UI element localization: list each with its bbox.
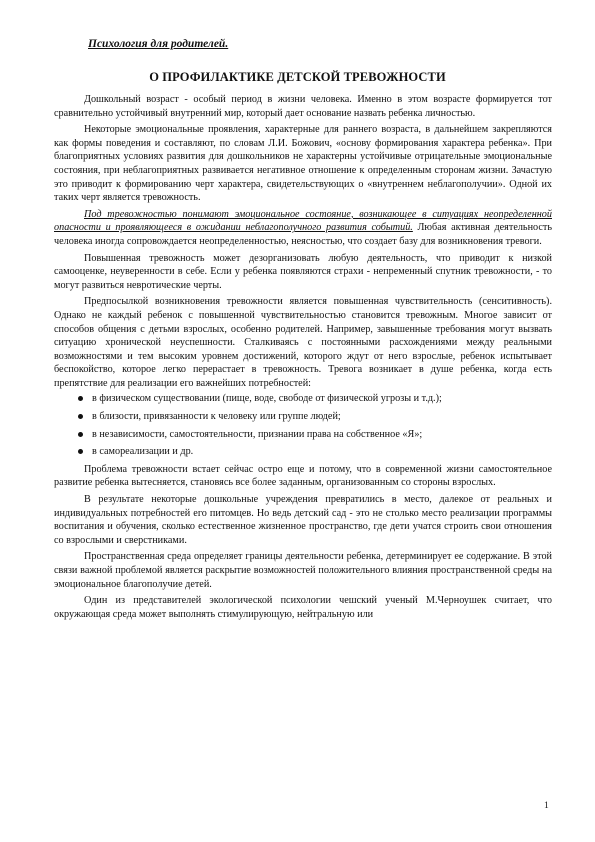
bullet-dot-icon <box>78 432 83 437</box>
paragraph-spatial-environment: Пространственная среда определяет границы деятельности ребенка, детерминирует ее содержание. В этой связи важной проблемой является раскрытие возможностей положительного влияния пространственной среды на эмоциональное благополучие детей. <box>54 551 552 590</box>
list-item-text: в независимости, самостоятельности, признании права на собственное «Я»; <box>92 428 423 440</box>
list-item-text: в самореализации и др. <box>92 446 194 458</box>
list-item-text: в близости, привязанности к человеку или группе людей; <box>92 411 341 423</box>
paragraph-preschool-institutions: В результате некоторые дошкольные учреждения превратились в место, далекое от реальных и индивидуальных потребностей его питомцев. Но ведь детский сад - это не столько место реализации программы воспитания и обучения, сколько естественное жизненное пространство, где дети учатся строить свои отношения со взрослыми и сверстниками. <box>54 494 552 546</box>
list-item-text: в физическом существовании (пище, воде, свободе от физической угрозы и т.д.); <box>92 393 442 405</box>
paragraph-environmental-psychology: Один из представителей экологической психологии чешский ученый М.Черноушек считает, что окружающая среда может выполнять стимулирующую, нейтральную или <box>54 595 552 620</box>
bullet-dot-icon <box>78 396 83 401</box>
list-item <box>78 428 552 442</box>
bullet-dot-icon <box>78 414 83 419</box>
paragraph-preschool-age: Дошкольный возраст - особый период в жизни человека. Именно в этом возрасте формируется тот сравнительно устойчивый внутренний мир, который дает основание назвать ребенка личностью. <box>54 94 552 119</box>
bullet-dot-icon <box>78 449 83 454</box>
list-item <box>78 392 552 406</box>
list-item <box>78 445 552 459</box>
anxiety-definition-emphasis: Под тревожностью понимают эмоциональное состояние, возникающее в ситуациях неопределенной опасности и проявляющееся в ожидании неблагополучного развития событий. <box>54 208 552 234</box>
list-item <box>78 410 552 424</box>
paragraph-problem-of-anxiety: Проблема тревожности встает сейчас остро еще и потому, что в современной жизни самостоятельное развитие ребенка вытесняется, становясь все более заданным, организованным со стороны взрослых. <box>54 463 552 489</box>
paragraph-emotional-manifestations: Некоторые эмоциональные проявления, характерные для раннего возраста, в дальнейшем закрепляются как формы поведения и составляют, по словам Л.И. Божович, «основу формирования характера ребенка». При благоприятных условиях развития для дошкольников не характерны устойчивые отрицательные эмоциональные состояния, при неблагоприятных развивается негативное отношение к определенным сторонам жизни. Зачастую это приводит к формированию черт характера, свидетельствующих о «внутреннем неблагополучии». Одной их таких черт является тревожность. <box>54 124 552 204</box>
paragraph-prerequisite: Предпосылкой возникновения тревожности является повышенная чувствительность (сенситивность). Однако не каждый ребенок с повышенной чувствительностью становится тревожным. Многое зависит от способов общения с детьми взрослых, особенно родителей. Например, завышенные требования могут вызвать ситуацию хронической неуспешности. Сталкиваясь с постоянными расхождениями между реальными возможностями и тем высоким уровнем достижений, которого ждут от него взрослые, ребенок испытывает беспокойство, которое легко перерастает в тревожность. Тревога возникает в душе ребенка, когда есть препятствие для реализации его важнейших потребностей: <box>54 296 552 389</box>
paragraph-increased-anxiety: Повышенная тревожность может дезорганизовать любую деятельность, что приводит к низкой самооценке, неуверенности в себе. Если у ребенка появляются страхи - непременный спутник тревожности, - то могут развиться невротические черты. <box>54 252 552 291</box>
document-title: О ПРОФИЛАКТИКЕ ДЕТСКОЙ ТРЕВОЖНОСТИ <box>149 70 446 84</box>
anxiety-definition-continuation: Любая активная деятельность человека иногда сопровождается неопределенностью, неясностью, что создает базу для возникновения тревоги. <box>54 222 552 247</box>
document-body <box>54 93 552 621</box>
paragraph-anxiety-definition <box>54 208 552 249</box>
page-number: 1 <box>544 801 549 811</box>
document-subtitle: Психология для родителей. <box>88 38 229 50</box>
needs-list <box>54 392 552 458</box>
